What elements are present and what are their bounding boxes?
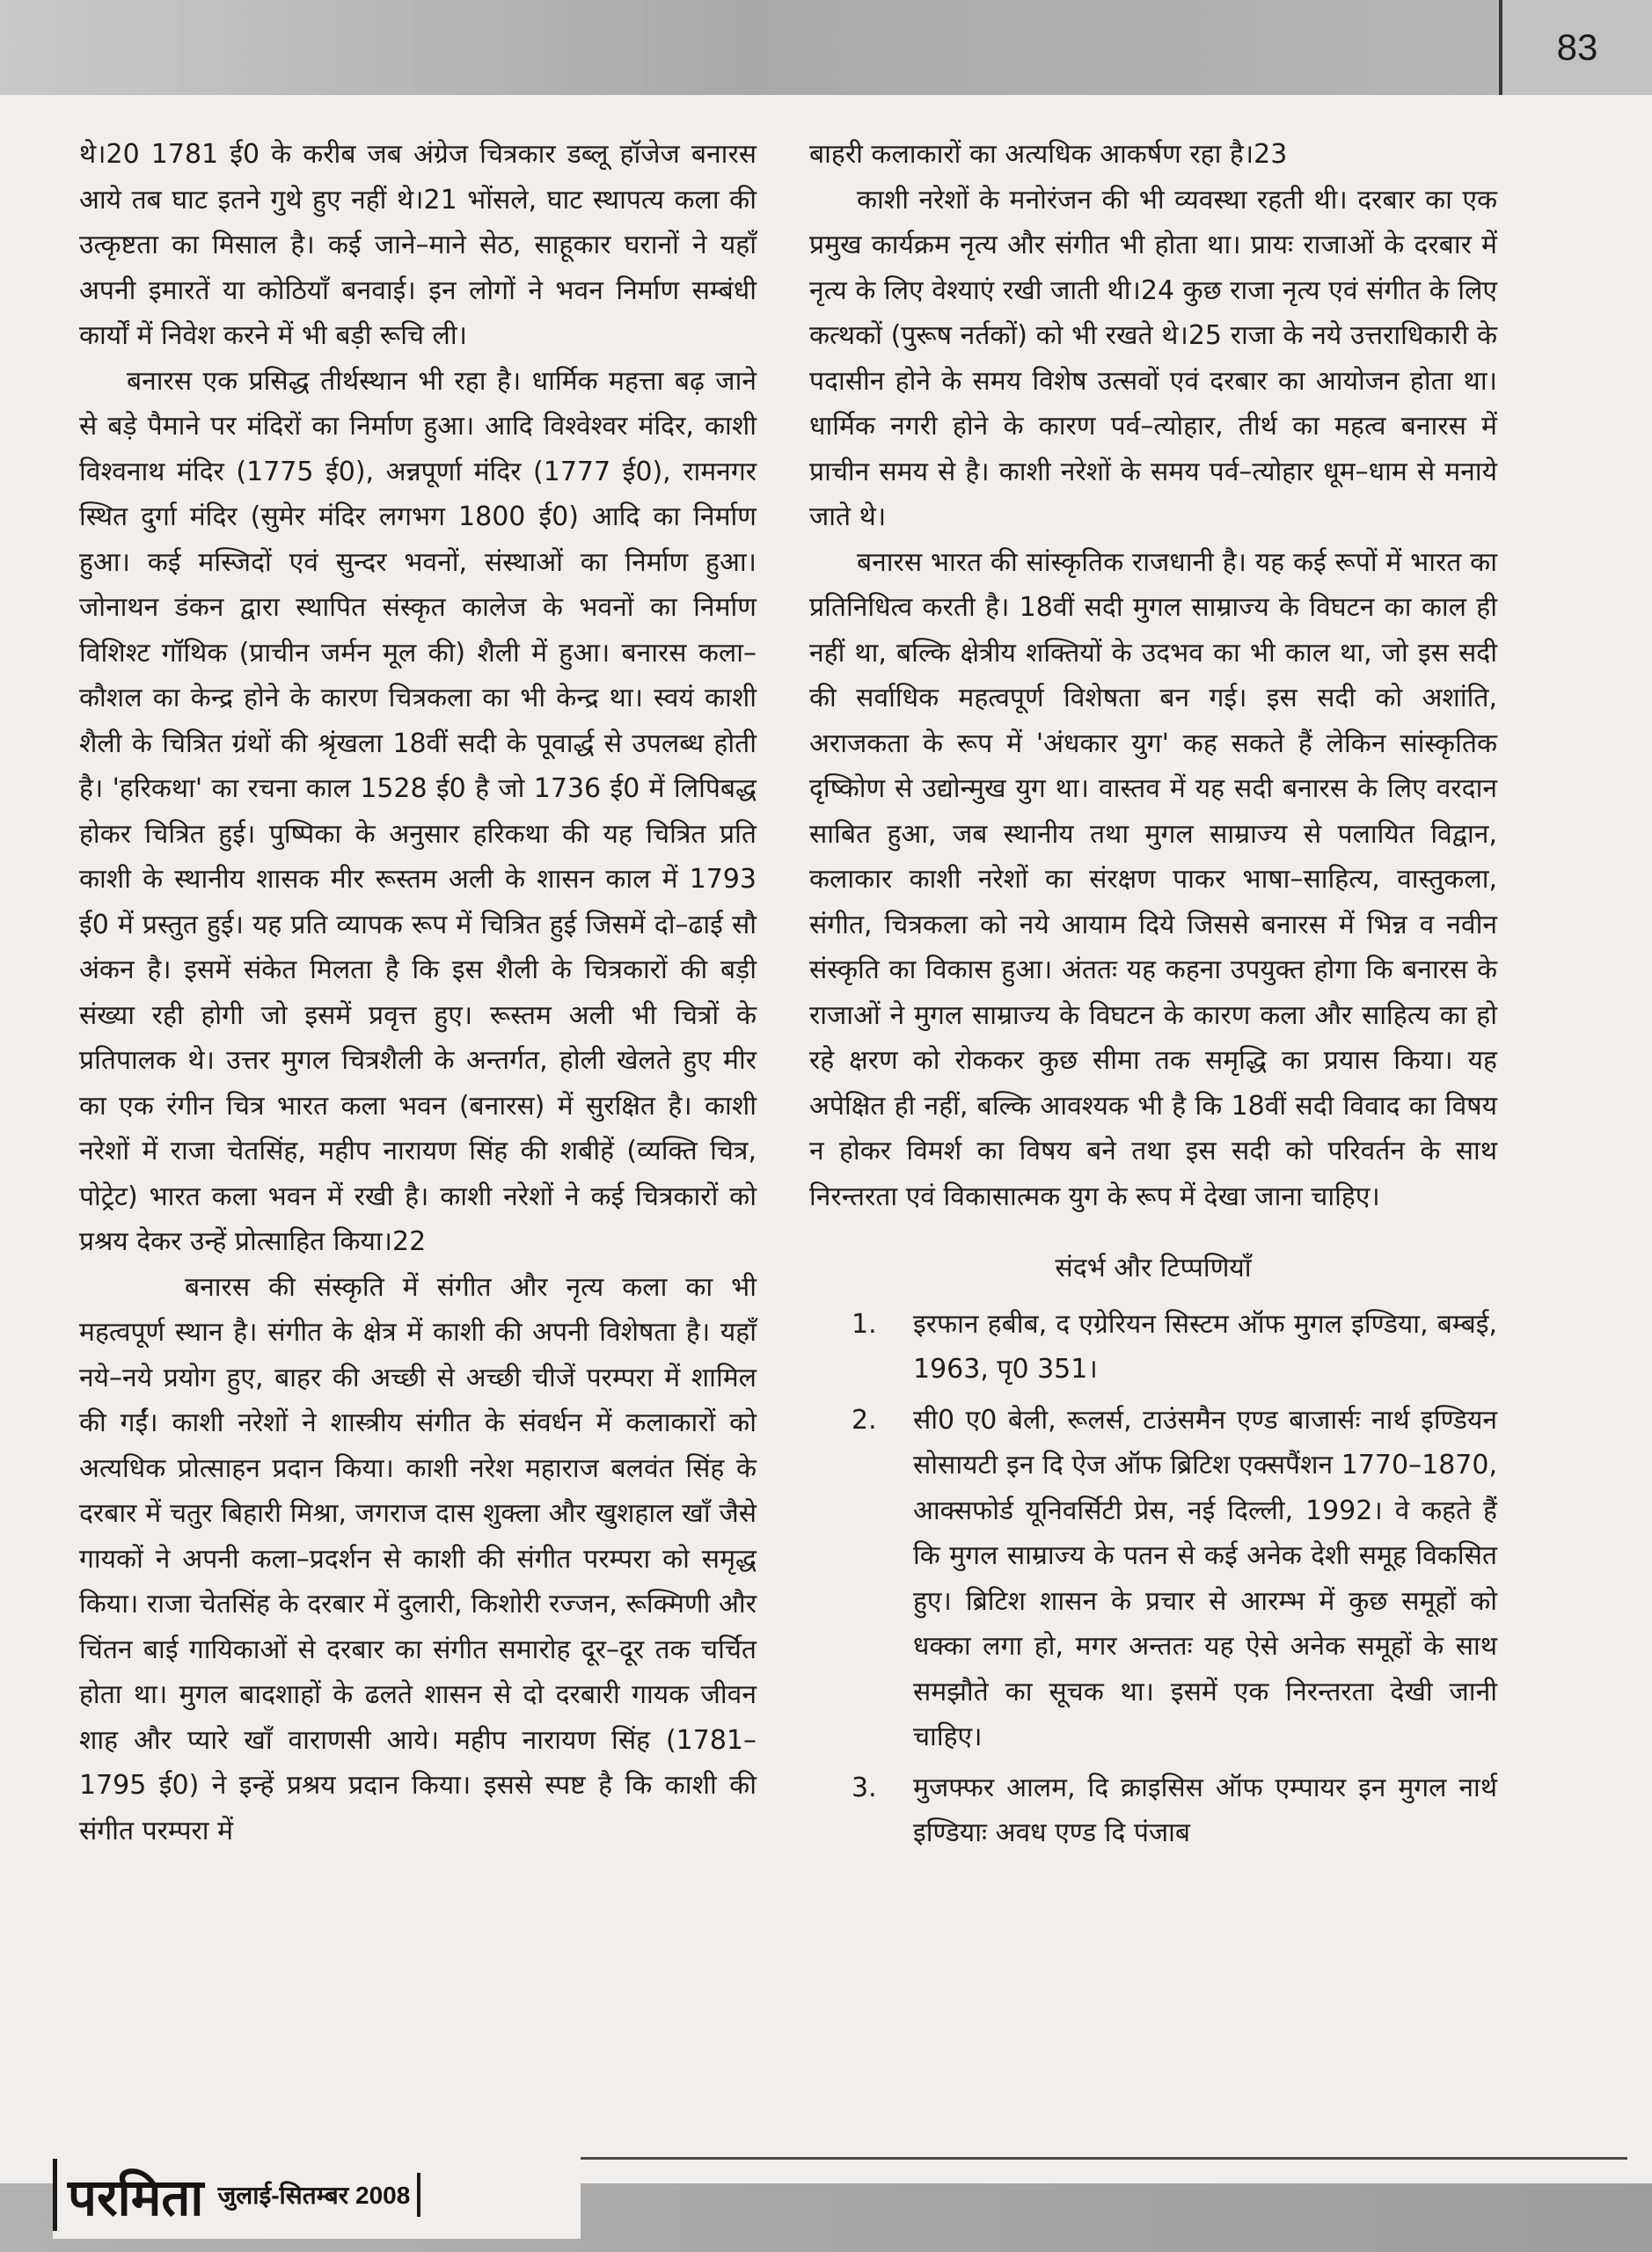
left-paragraph-2: बनारस एक प्रसिद्ध तीर्थस्थान भी रहा है। धार्मिक महत्ता बढ़ जाने से बड़े पैमाने पर मंदिरों का निर्माण हुआ। आदि विश्वेश्वर मंदिर, काशी विश्वनाथ मंदिर (1775 ई0), अन्नपूर्णा मंदिर (1777 ई0), रामनगर स्थित दुर्गा मंदिर (सुमेर मंदिर लगभग 1800 ई0) आदि का निर्माण हुआ। कई मस्जिदों एवं सुन्दर भवनों, संस्थाओं का निर्माण हुआ। जोनाथन डंकन द्वारा स्थापित संस्कृत कालेज के भवनों का निर्माण विशिश्ट गॉथिक (प्राचीन जर्मन मूल की) शैली में हुआ। बनारस कला–कौशल का केन्द्र होने के कारण चित्रकला का भी केन्द्र था। स्वयं काशी शैली के चित्रित ग्रंथों की श्रृंखला 18वीं सदी के पूवार्द्ध से उपलब्ध होती है। 'हरिकथा' का रचना काल 1528 ई0 है जो 1736 ई0 में लिपिबद्ध होकर चित्रित हुई। पुष्पिका के अनुसार हरिकथा की यह चित्रित प्रति काशी के स्थानीय शासक मीर रूस्तम अली के शासन काल में 1793 ई0 में प्रस्तुत हुई। यह प्रति व्यापक रूप में चित्रित हुई जिसमें दो–ढाई सौ अंकन है। इसमें संकेत मिलता है कि इस शैली के चित्रकारों की बड़ी संख्या रही होगी जो इसमें प्रवृत्त हुए। रूस्तम अली भी चित्रों के प्रतिपालक थे। उत्तर मुगल चित्रशैली के अन्तर्गत, होली खेलते हुए मीर का एक रंगीन चित्र भारत कला भवन (बनारस) में सुरक्षित है। काशी नरेशों में राजा चेतसिंह, महीप नारायण सिंह की शबीहें (व्यक्ति चित्र, पोट्रेट) भारत कला भवन में रखी है। काशी नरेशों ने कई चित्रकारों को प्रश्रय देकर उन्हें प्रोत्साहित किया।22 xyxy=(79,365,757,1257)
page-number-box xyxy=(1499,0,1652,95)
right-paragraph-1: बाहरी कलाकारों का अत्यधिक आकर्षण रहा है।23 xyxy=(809,139,1288,170)
reference-number: 2. xyxy=(852,1404,877,1436)
left-paragraph-1: थे।20 1781 ई0 के करीब जब अंग्रेज चित्रकार डब्लू हॉजेज बनारस आये तब घाट इतने गुथे हुए नहीं थे।21 भोंसले, घाट स्थापत्य कला की उत्कृष्टता का मिसाल है। कई जाने–माने सेठ, साहूकार घरानों ने यहाँ अपनी इमारतें या कोठियाँ बनवाई। इन लोगों ने भवन निर्माण सम्बंधी कार्यों में निवेश करने में भी बड़ी रूचि ली। xyxy=(79,139,757,351)
reference-number: 3. xyxy=(852,1772,877,1803)
reference-text: सी0 ए0 बेली, रूलर्स, टाउंसमैन एण्ड बाजार्सः नार्थ इण्डियन सोसायटी इन दि ऐज ऑफ ब्रिटिश एक्सपैंशन 1770–1870, आक्सफोर्ड यूनिवर्सिटी प्रेस, नई दिल्ली, 1992। वे कहते हैं कि मुगल साम्राज्य के पतन से कई अनेक देशी समूह विकसित हुए। ब्रिटिश शासन के प्रचार से आरम्भ में कुछ समूहों को धक्का लगा हो, मगर अन्ततः यह ऐसे अनेक समूहों के साथ समझौते का सूचक था। इसमें एक निरन्तरता देखी जानी चाहिए। xyxy=(913,1404,1497,1752)
reference-number: 1. xyxy=(852,1308,877,1340)
right-column xyxy=(809,132,1497,1861)
journal-logo: परमिता xyxy=(68,2167,204,2227)
left-paragraph-3: बनारस की संस्कृति में संगीत और नृत्य कला का भी महत्वपूर्ण स्थान है। संगीत के क्षेत्र में काशी की अपनी विशेषता है। यहाँ नये–नये प्रयोग हुए, बाहर की अच्छी से अच्छी चीजें परम्परा में शामिल की गईं। काशी नरेशों ने शास्त्रीय संगीत के संवर्धन में कलाकारों को अत्यधिक प्रोत्साहन प्रदान किया। काशी नरेश महाराज बलवंत सिंह के दरबार में चतुर बिहारी मिश्रा, जगराज दास शुक्ला और खुशहाल खाँ जैसे गायकों ने अपनी कला–प्रदर्शन से काशी की संगीत परम्परा को समृद्ध किया। राजा चेतसिंह के दरबार में दुलारी, किशोरी रज्जन, रूक्मिणी और चिंतन बाई गायिकाओं से दरबार का संगीत समारोह दूर–दूर तक चर्चित होता था। मुगल बादशाहों के ढलते शासन से दो दरबारी गायक जीवन शाह और प्यारे खाँ वाराणसी आये। महीप नारायण सिंह (1781–1795 ई0) ने इन्हें प्रश्रय प्रदान किया। इससे स्पष्ट है कि काशी की संगीत परम्परा में xyxy=(79,1271,757,1846)
reference-text: इरफान हबीब, द एग्रेरियन सिस्टम ऑफ मुगल इण्डिया, बम्बई, 1963, पृ0 351। xyxy=(913,1308,1497,1385)
footer-masthead xyxy=(53,2151,581,2239)
page-number: 83 xyxy=(1556,26,1598,68)
reference-item xyxy=(809,1398,1497,1760)
references-list xyxy=(809,1302,1497,1856)
reference-item xyxy=(809,1766,1497,1856)
left-column xyxy=(79,132,757,1854)
logo-divider xyxy=(53,2159,57,2231)
issue-divider xyxy=(417,2173,420,2217)
right-paragraph-3: बनारस भारत की सांस्कृतिक राजधानी है। यह कई रूपों में भारत का प्रतिनिधित्व करती है। 18वीं सदी मुगल साम्राज्य के विघटन का काल ही नहीं था, बल्कि क्षेत्रीय शक्तियों के उदभव का भी काल था, जो इस सदी की सर्वाधिक महत्वपूर्ण विशेषता बन गई। इस सदी को अशांति, अराजकता के रूप में 'अंधकार युग' कह सकते हैं लेकिन सांस्कृतिक दृष्किोण से उद्योन्मुख युग था। वास्तव में यह सदी बनारस के लिए वरदान साबित हुआ, जब स्थानीय तथा मुगल साम्राज्य से पलायित विद्वान, कलाकार काशी नरेशों का संरक्षण पाकर भाषा–साहित्य, वास्तुकला, संगीत, चित्रकला को नये आयाम दिये जिससे बनारस में भिन्न व नवीन संस्कृति का विकास हुआ। अंततः यह कहना उपयुक्त होगा कि बनारस के राजाओं ने मुगल साम्राज्य के विघटन के कारण कला और साहित्य का हो रहे क्षरण को रोककर कुछ सीमा तक समृद्धि का प्रयास किया। यह अपेक्षित ही नहीं, बल्कि आवश्यक भी है कि 18वीं सदी विवाद का विषय न होकर विमर्श का विषय बने तथा इस सदी को परिवर्तन के साथ निरन्तरता एवं विकासात्मक युग के रूप में देखा जाना चाहिए। xyxy=(809,546,1497,1212)
references-heading: संदर्भ और टिप्पणियाँ xyxy=(1055,1253,1252,1283)
header-band xyxy=(0,0,1652,95)
right-paragraph-2: काशी नरेशों के मनोरंजन की भी व्यवस्था रहती थी। दरबार का एक प्रमुख कार्यक्रम नृत्य और संगीत भी होता था। प्रायः राजाओं के दरबार में नृत्य के लिए वेश्याएं रखी जाती थी।24 कुछ राजा नृत्य एवं संगीत के लिए कत्थकों (पुरूष नर्तकों) को भी रखते थे।25 राजा के नये उत्तराधिकारी के पदासीन होने के समय विशेष उत्सवों एवं दरबार का आयोजन होता था। धार्मिक नगरी होने के कारण पर्व–त्योहार, तीर्थ का महत्व बनारस में प्राचीन समय से है। काशी नरेशों के समय पर्व–त्योहार धूम–धाम से मनाये जाते थे। xyxy=(809,184,1497,532)
reference-item xyxy=(809,1302,1497,1393)
reference-text: मुजफ्फर आलम, दि क्राइसिस ऑफ एम्पायर इन मुगल नार्थ इण्डियाः अवध एण्ड दि पंजाब xyxy=(913,1772,1497,1848)
issue-date: जुलाई-सितम्बर 2008 xyxy=(217,2182,411,2209)
